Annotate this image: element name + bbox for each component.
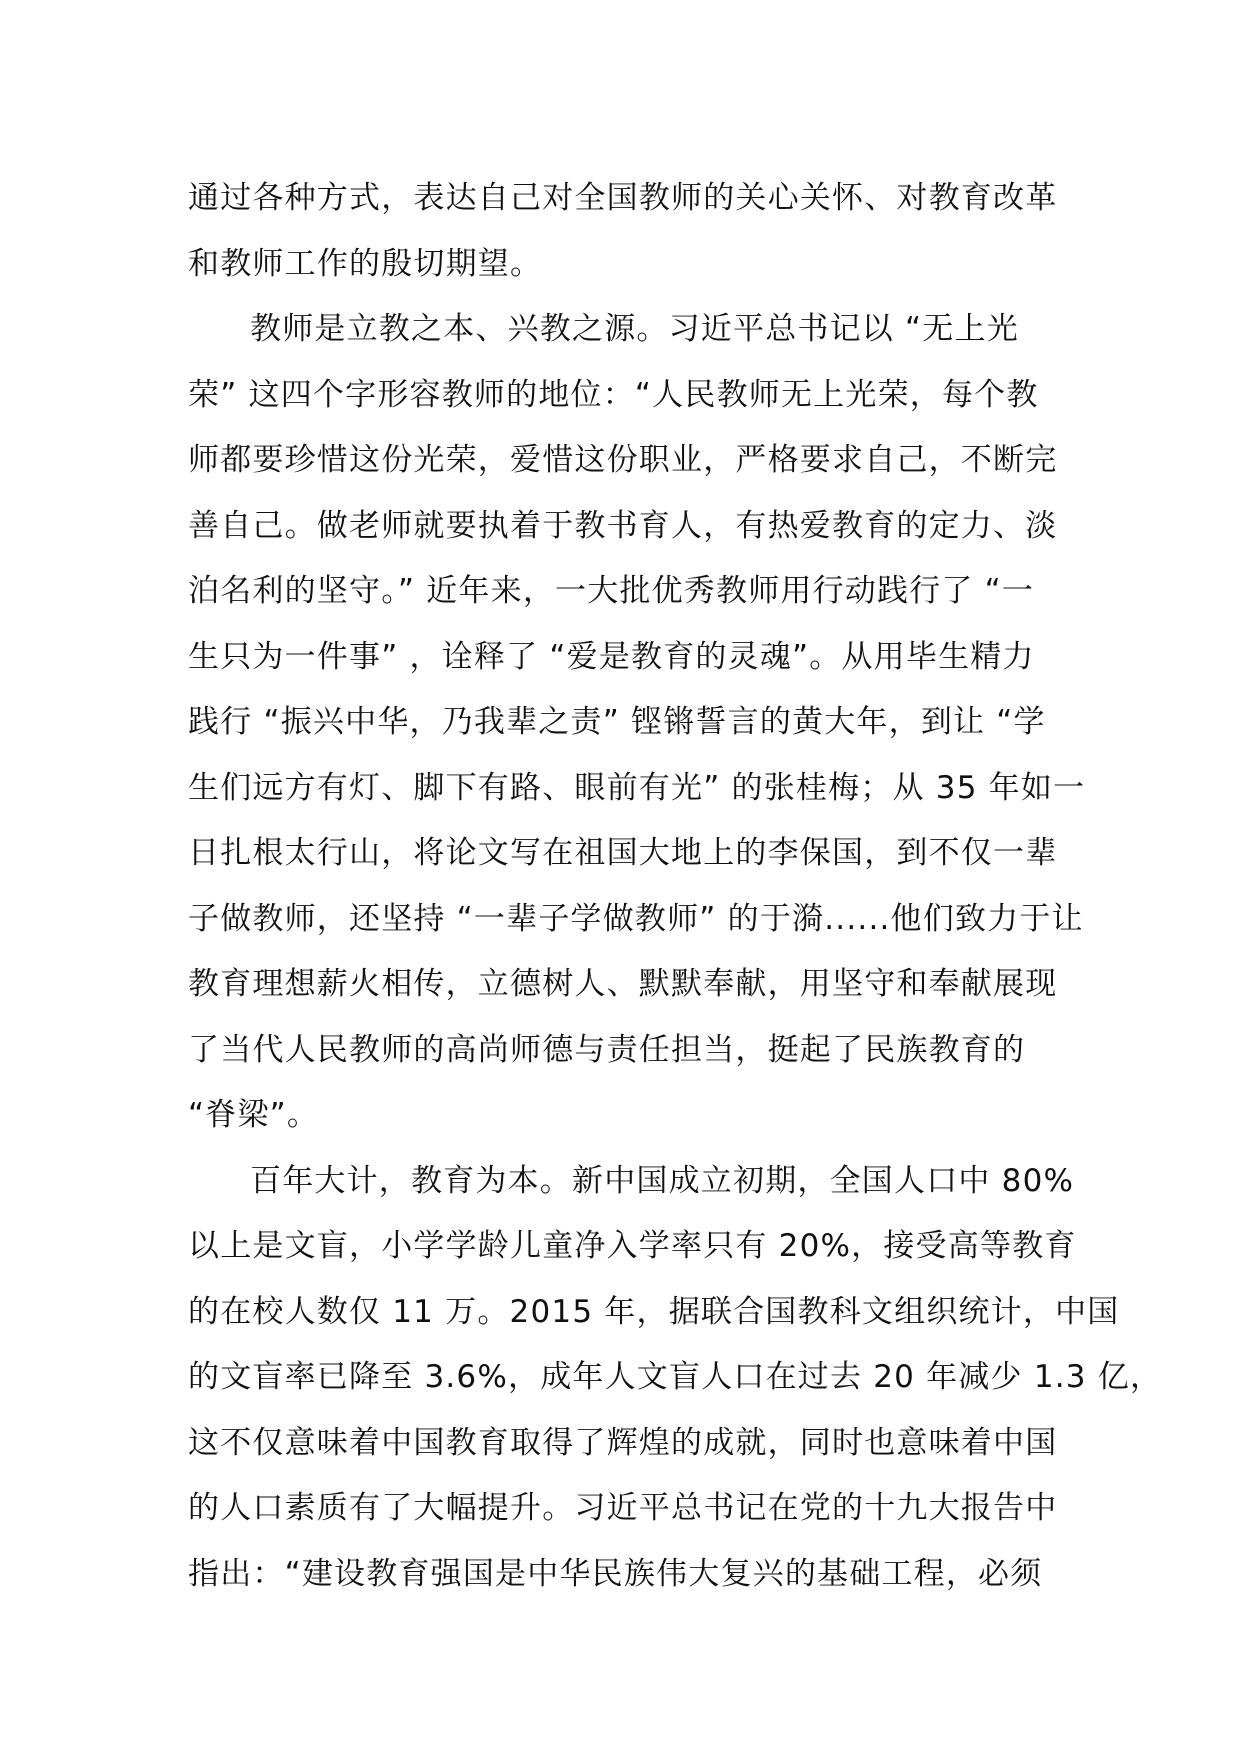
text-line: 善自己。做老师就要执着于教书育人，有热爱教育的定力、淡 <box>188 507 1058 544</box>
text-line: 通过各种方式，表达自己对全国教师的关心关怀、对教育改革 <box>188 180 1058 216</box>
text-line: 师都要珍惜这份光荣，爱惜这份职业，严格要求自己，不断完 <box>188 442 1058 478</box>
text-line: 的文盲率已降至 3.6%，成年人文盲人口在过去 20 年减少 1.3 亿， <box>188 1359 1163 1395</box>
text-line: 和教师工作的殷切期望。 <box>188 245 543 282</box>
text-line: 百年大计，教育为本。新中国成立初期，全国人口中 80% <box>250 1162 1075 1199</box>
text-line: 子做教师，还坚持 “一辈子学做教师” 的于漪......他们致力于让 <box>188 900 1084 937</box>
body-text <box>188 166 1163 1607</box>
text-line: 泊名利的坚守。” 近年来，一大批优秀教师用行动践行了 “一 <box>188 573 1035 609</box>
text-line: 生们远方有灯、脚下有路、眼前有光” 的张桂梅；从 35 年如一 <box>188 769 1086 806</box>
text-line: 荣” 这四个字形容教师的地位：“人民教师无上光荣，每个教 <box>188 376 1039 413</box>
text-line: 指出：“建设教育强国是中华民族伟大复兴的基础工程，必须 <box>188 1555 1043 1592</box>
text-line: 践行 “振兴中华，乃我辈之责” 铿锵誓言的黄大年，到让 “学 <box>188 704 1046 740</box>
text-line: 教育理想薪火相传，立德树人、默默奉献，用坚守和奉献展现 <box>188 966 1058 1002</box>
text-line: 这不仅意味着中国教育取得了辉煌的成就，同时也意味着中国 <box>188 1424 1058 1461</box>
text-line: 生只为一件事” ，诠释了 “爱是教育的灵魂”。从用毕生精力 <box>188 638 1035 675</box>
text-line: 的在校人数仅 11 万。2015 年，据联合国教科文组织统计，中国 <box>188 1293 1120 1330</box>
text-line: 以上是文盲，小学学龄儿童净入学率只有 20%，接受高等教育 <box>188 1228 1077 1264</box>
text-line: 日扎根太行山，将论文写在祖国大地上的李保国，到不仅一辈 <box>188 835 1058 871</box>
text-line: 了当代人民教师的高尚师德与责任担当，挺起了民族教育的 <box>188 1031 1026 1068</box>
text-line: 教师是立教之本、兴教之源。习近平总书记以 “无上光 <box>250 311 1019 347</box>
text-line: 的人口素质有了大幅提升。习近平总书记在党的十九大报告中 <box>188 1490 1058 1526</box>
text-line: “脊梁”。 <box>188 1097 320 1133</box>
